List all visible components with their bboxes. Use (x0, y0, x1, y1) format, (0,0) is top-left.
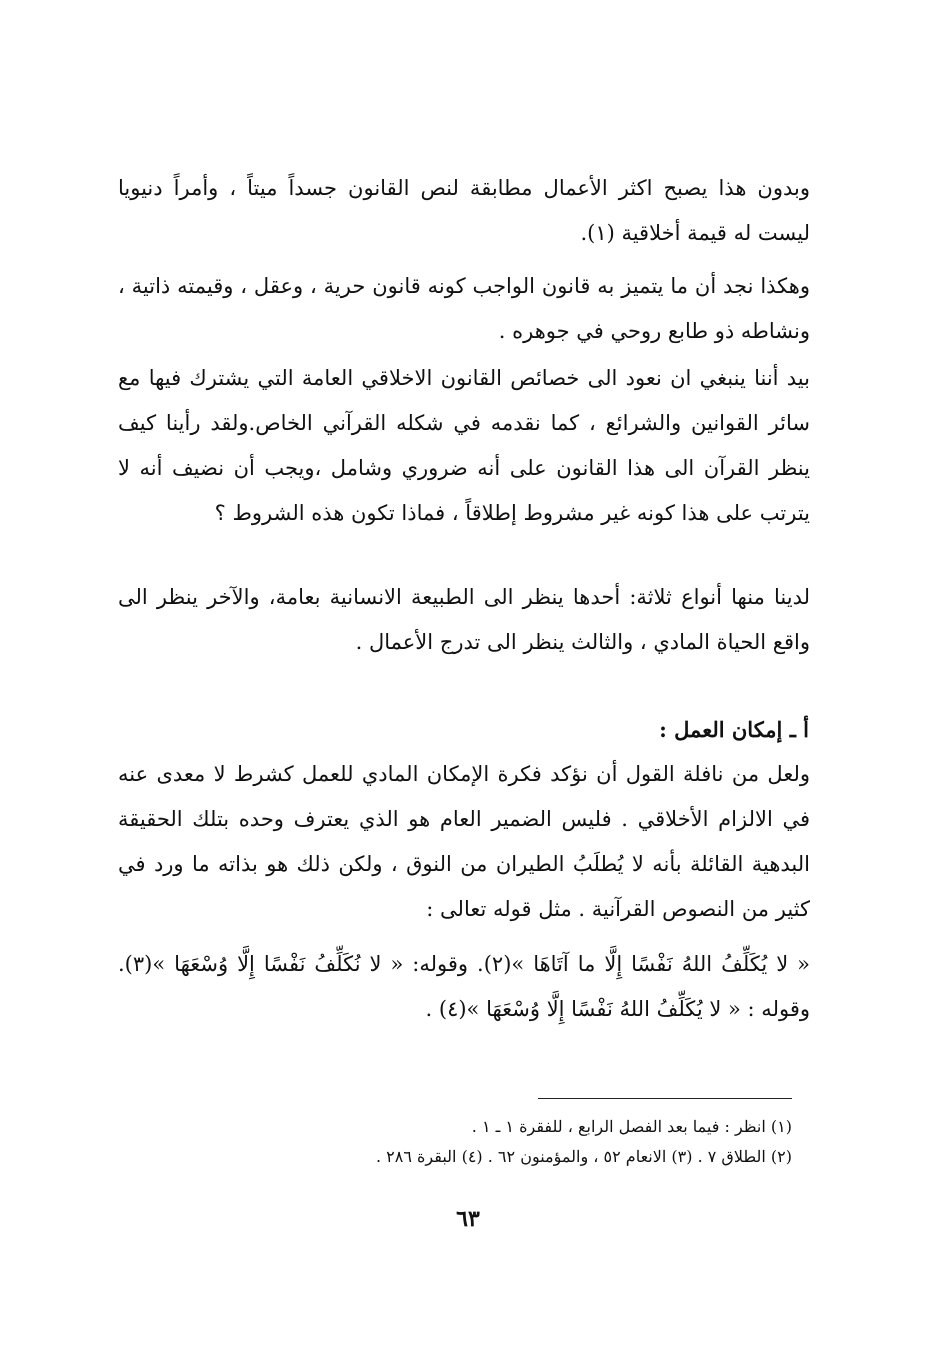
section-heading: أ ـ إمكان العمل : (659, 717, 809, 742)
page-number: ٦٣ (456, 1206, 480, 1232)
paragraph-3: بيد أننا ينبغي ان نعود الى خصائص القانون الاخلاقي العامة التي يشترك فيها مع سائر القوانين والشرائع ، كما نقدمه في شكله القرآني الخاص.ولقد رأينا كيف ينظر القرآن الى هذا القانون على أنه ضروري وشامل ،ويجب أن نضيف أنه لا يترتب على هذا كونه غير مشروط إطلاقاً ، فماذا تكون هذه الشروط ؟ (118, 366, 810, 525)
footnote-1: (١) انظر : فيما بعد الفصل الرابع ، للفقرة ١ ـ ١ . (471, 1117, 792, 1136)
footnote-2: (٢) الطلاق ٧ . (٣) الانعام ٥٢ ، والمؤمنون ٦٢ . (٤) البقرة ٢٨٦ . (376, 1147, 792, 1166)
footnote-divider (538, 1098, 792, 1099)
paragraph-2: وهكذا نجد أن ما يتميز به قانون الواجب كونه قانون حرية ، وعقل ، وقيمته ذاتية ، ونشاطه ذو طابع روحي في جوهره . (118, 274, 810, 343)
paragraph-5: ولعل من نافلة القول أن نؤكد فكرة الإمكان المادي للعمل كشرط لا معدى عنه في الالزام الأخلاقي . فليس الضمير العام هو الذي يعترف وحده بتلك الحقيقة البدهية القائلة بأنه لا يُطلَبُ الطيران من النوق ، ولكن ذلك هو بذاته ما ورد في كثير من النصوص القرآنية . مثل قوله تعالى : (118, 762, 810, 921)
paragraph-4: لدينا منها أنواع ثلاثة: أحدها ينظر الى الطبيعة الانسانية بعامة، والآخر ينظر الى واقع الحياة المادي ، والثالث ينظر الى تدرج الأعمال . (118, 585, 810, 654)
quran-quotations: « لا يُكَلِّفُ اللهُ نَفْسًا إِلَّا ما آتَاهَا »(٢). وقوله: « لا نُكَلِّفُ نَفْسًا إِلَّا وُسْعَهَا »(٣). وقوله : « لا يُكَلِّفُ اللهُ نَفْسًا إِلَّا وُسْعَهَا »(٤) . (118, 952, 810, 1021)
footnotes (150, 1112, 792, 1172)
paragraph-1: وبدون هذا يصبح اكثر الأعمال مطابقة لنص القانون جسداً ميتاً ، وأمراً دنيويا ليست له قيمة أخلاقية (١). (118, 176, 810, 245)
